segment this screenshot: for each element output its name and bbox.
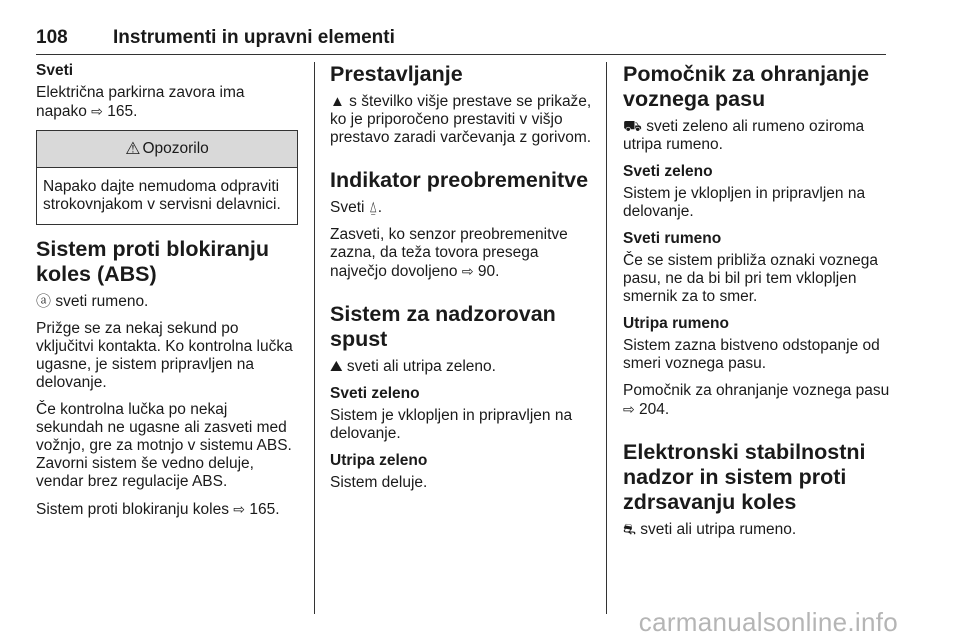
warning-text: Napako dajte nemudoma odpraviti strokovnjakom v servisni delavnici. bbox=[43, 178, 281, 213]
column-divider-2 bbox=[606, 62, 607, 614]
upshift-arrow-icon: ▲ bbox=[330, 93, 345, 110]
abs-paragraph-3: Sistem proti blokiranju koles ⇨ 165. bbox=[36, 501, 280, 518]
lane-yellow-text: Če se sistem približa oznaki voznega pasu, ne da bi bil pri tem vklopljen smernik za to smer. bbox=[623, 252, 879, 305]
column-2 bbox=[330, 62, 592, 501]
abs-paragraph-2: Če kontrolna lučka po nekaj sekundah ne ugasne ali zasveti med vožnjo, gre za motnjo v sistemu ABS. Zavorni sistem še vedno deluje, vendar brez regulacije ABS. bbox=[36, 401, 292, 490]
page-ref-link[interactable]: 204. bbox=[639, 401, 670, 418]
overload-sveti-line: Sveti ⍙. bbox=[330, 199, 383, 216]
descent-blink-heading: Utripa zeleno bbox=[330, 452, 428, 469]
page-ref-link[interactable]: 165. bbox=[249, 501, 280, 518]
lane-yellow-heading: Sveti rumeno bbox=[623, 230, 722, 247]
esc-indicator-line: ⛐ sveti ali utripa rumeno. bbox=[623, 521, 797, 538]
abs-paragraph-1: Prižge se za nekaj sekund po vključitvi kontakta. Ko kontrolna lučka ugasne, je sistem pripravljen na delovanje. bbox=[36, 320, 293, 391]
warning-box bbox=[36, 130, 298, 225]
page-ref-link[interactable]: 165. bbox=[107, 103, 138, 120]
column-divider-1 bbox=[314, 62, 315, 614]
overload-icon: ⍙ bbox=[368, 199, 378, 216]
column-3 bbox=[623, 62, 891, 548]
lane-heading: Pomočnik za ohranjanje voznega pasu bbox=[623, 62, 870, 111]
prestavljanje-text: ▲ s številko višje prestave se prikaže, ko je priporočeno prestaviti v višjo prestavo zaradi varčevanja z gorivom. bbox=[330, 93, 592, 146]
lane-green-text: Sistem je vklopljen in pripravljen na delovanje. bbox=[623, 185, 866, 220]
prestavljanje-heading: Prestavljanje bbox=[330, 62, 463, 86]
abs-icon: ⓐ bbox=[36, 293, 52, 310]
page-ref-arrow-icon: ⇨ bbox=[233, 501, 246, 517]
page-ref-arrow-icon: ⇨ bbox=[623, 401, 635, 417]
descent-blink-text: Sistem deluje. bbox=[330, 474, 428, 491]
overload-heading: Indikator preobremenitve bbox=[330, 168, 589, 192]
descent-indicator-line: ⛰ sveti ali utripa zeleno. bbox=[330, 358, 496, 375]
warning-triangle-icon: ⚠ bbox=[125, 139, 141, 158]
page-ref-arrow-icon: ⇨ bbox=[461, 263, 474, 279]
abs-heading: Sistem proti blokiranju koles (ABS) bbox=[36, 237, 269, 286]
column-1 bbox=[36, 62, 298, 528]
lane-green-heading: Sveti zeleno bbox=[623, 163, 713, 180]
lane-assist-icon: ⛟ bbox=[623, 118, 642, 135]
page-header bbox=[36, 26, 886, 55]
warning-header bbox=[37, 131, 297, 168]
watermark: carmanualsonline.info bbox=[638, 607, 898, 637]
chapter-title: Instrumenti in upravni elementi bbox=[113, 27, 395, 48]
esc-heading: Elektronski stabilnostni nadzor in sistem proti zdrsavanju koles bbox=[623, 440, 866, 514]
abs-indicator-line: ⓐ sveti rumeno. bbox=[36, 293, 149, 310]
parking-brake-text: Električna parkirna zavora ima napako ⇨ 165. bbox=[36, 84, 245, 120]
lane-blink-heading: Utripa rumeno bbox=[623, 315, 729, 332]
page-ref-arrow-icon: ⇨ bbox=[91, 103, 103, 119]
lane-ref-text: Pomočnik za ohranjanje voznega pasu ⇨ 204. bbox=[623, 382, 890, 418]
esc-skid-icon: ⛐ bbox=[623, 521, 636, 538]
descent-heading: Sistem za nadzorovan spust bbox=[330, 302, 556, 351]
descent-green-heading: Sveti zeleno bbox=[330, 385, 420, 402]
warning-title: Opozorilo bbox=[142, 140, 209, 157]
hill-descent-icon: ⛰ bbox=[330, 358, 343, 375]
lane-blink-text: Sistem zazna bistveno odstopanje od smeri voznega pasu. bbox=[623, 337, 880, 372]
page-number: 108 bbox=[36, 27, 68, 48]
descent-green-text: Sistem je vklopljen in pripravljen na delovanje. bbox=[330, 407, 573, 442]
overload-text: Zasveti, ko senzor preobremenitve zazna, da teža tovora presega največjo dovoljeno ⇨ 90. bbox=[330, 226, 568, 280]
sveti-heading: Sveti bbox=[36, 62, 74, 79]
page-ref-link[interactable]: 90. bbox=[477, 263, 500, 280]
lane-indicator-line: ⛟ sveti zeleno ali rumeno oziroma utripa rumeno. bbox=[623, 118, 865, 153]
